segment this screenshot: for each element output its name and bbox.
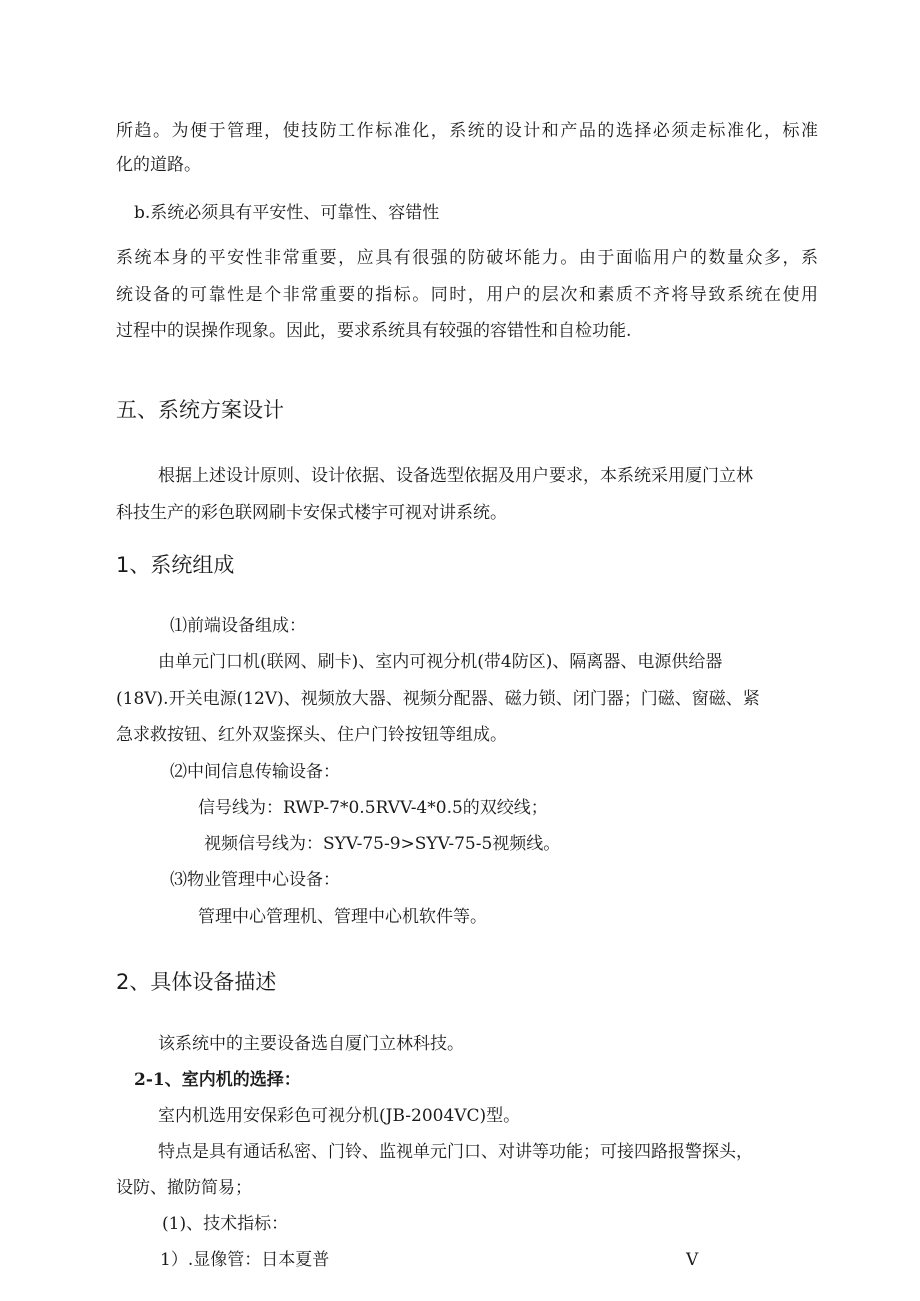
- signal-cable-spec: 信号线为：RWP-7*0.5RVV-4*0.5的双绞线；: [198, 798, 548, 818]
- subsection-2-intro: 该系统中的主要设备选自厦门立林科技。: [158, 1034, 464, 1054]
- transmission-equipment-title: ⑵中间信息传输设备：: [170, 762, 340, 782]
- front-equipment-line-3: 急求救按钮、红外双鉴探头、住户门铃按钮等组成。: [116, 725, 507, 745]
- section-5-line-1: 根据上述设计原则、设计依据、设备选型依据及用户要求，本系统采用厦门立林: [158, 466, 753, 486]
- section-5-line-2: 科技生产的彩色联网刷卡安保式楼宇可视对讲系统。: [116, 503, 507, 523]
- indoor-unit-title: 2-1、室内机的选择：: [134, 1070, 301, 1090]
- front-equipment-line-1: 由单元门口机(联网、刷卡)、室内可视分机(带4防区)、隔离器、电源供给器: [158, 652, 723, 672]
- video-cable-spec: 视频信号线为：SYV-75-9>SYV-75-5视频线。: [204, 834, 561, 854]
- subsection-2-heading: 2、具体设备描述: [116, 970, 277, 994]
- section-b-line-2: 统设备的可靠性是个非常重要的指标。同时，用户的层次和素质不齐将导致系统在使用: [116, 285, 818, 305]
- front-equipment-title: ⑴前端设备组成：: [170, 616, 306, 636]
- intro-line-1: 所趋。为便于管理，使技防工作标准化，系统的设计和产品的选择必须走标准化，标准: [116, 121, 818, 141]
- features-line-1: 特点是具有通话私密、门铃、监视单元门口、对讲等功能；可接四路报警探头，: [158, 1142, 753, 1162]
- property-center-title: ⑶物业管理中心设备：: [170, 870, 340, 890]
- technical-spec-item-1: 1）.显像管：日本夏普: [160, 1250, 330, 1270]
- section-b-line-1: 系统本身的平安性非常重要，应具有很强的防破坏能力。由于面临用户的数量众多，系: [116, 248, 818, 268]
- section-b-title: b.系统必须具有平安性、可靠性、容错性: [134, 203, 440, 223]
- technical-specs-title: (1)、技术指标：: [162, 1214, 289, 1234]
- section-5-heading: 五、系统方案设计: [116, 398, 284, 422]
- front-equipment-line-2: (18V).开关电源(12V)、视频放大器、视频分配器、磁力锁、闭门器；门磁、窗磁、紧: [116, 689, 760, 709]
- section-b-line-3: 过程中的误操作现象。因此，要求系统具有较强的容错性和自检功能.: [116, 321, 632, 341]
- indoor-unit-line-1: 室内机选用安保彩色可视分机(JB-2004VC)型。: [158, 1106, 521, 1126]
- intro-line-2: 化的道路。: [116, 155, 201, 175]
- property-center-line-1: 管理中心管理机、管理中心机软件等。: [198, 907, 487, 927]
- subsection-1-heading: 1、系统组成: [116, 553, 235, 577]
- features-line-2: 设防、撤防简易；: [116, 1178, 252, 1198]
- page-marker: V: [686, 1250, 699, 1270]
